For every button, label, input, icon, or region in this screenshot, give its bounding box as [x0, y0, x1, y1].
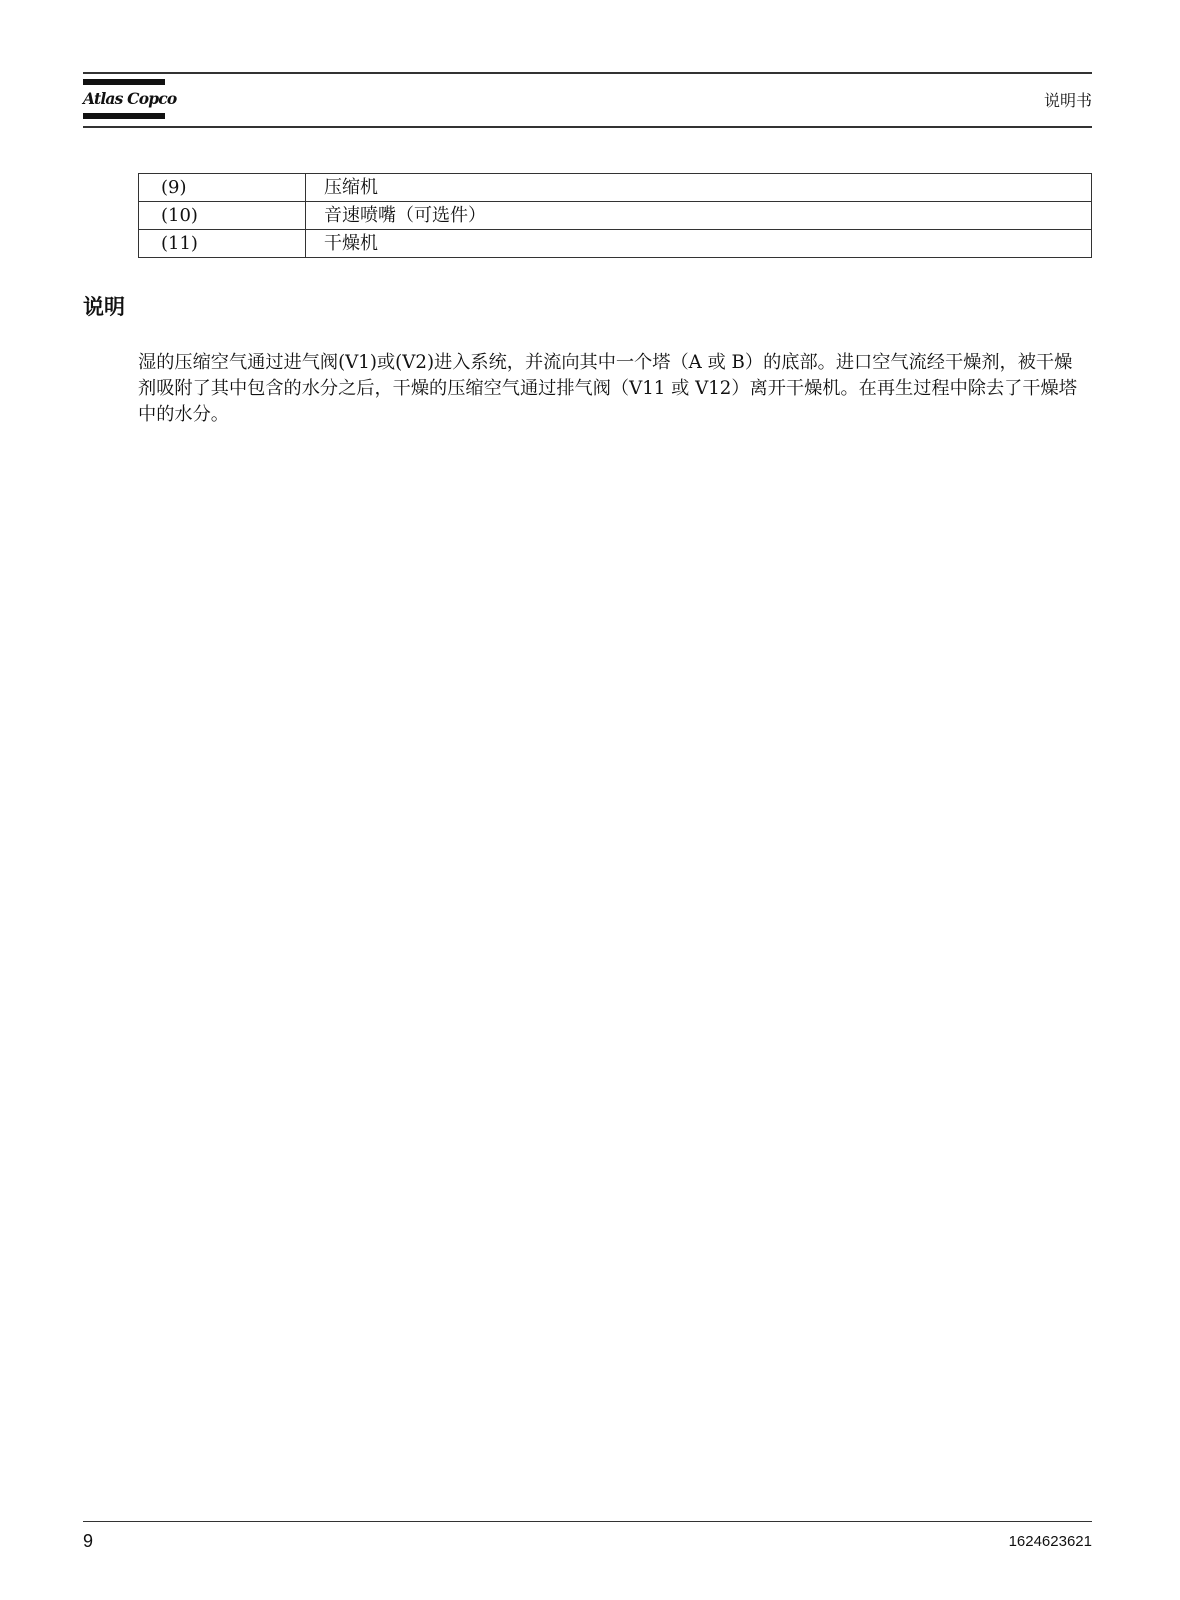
legend-label: 干燥机 [306, 230, 1092, 258]
logo-wordmark: Atlas Copco [83, 89, 177, 108]
legend-label: 音速喷嘴（可选件） [306, 202, 1092, 230]
description-paragraph: 湿的压缩空气通过进气阀(V1)或(V2)进入系统，并流向其中一个塔（A 或 B）的底部。进口空气流经干燥剂，被干燥剂吸附了其中包含的水分之后，干燥的压缩空气通过排气阀（V11 或 V12）离开干燥机。在再生过程中除去了干燥塔中的水分。 [138, 352, 1077, 425]
page-number: 9 [83, 1531, 94, 1551]
legend-number: (10) [139, 202, 306, 230]
table-row [139, 174, 1092, 202]
table-row [139, 202, 1092, 230]
atlas-copco-logo [83, 79, 177, 119]
document-number: 1624623621 [1008, 1533, 1092, 1550]
page-footer [83, 1521, 1092, 1551]
section-title: 说明 [83, 295, 125, 319]
table-row [139, 230, 1092, 258]
logo-bottom-bar [83, 113, 165, 119]
legend-label: 压缩机 [306, 174, 1092, 202]
document-type-label: 说明书 [1043, 91, 1092, 110]
logo-top-bar [83, 79, 165, 85]
legend-number: (9) [139, 174, 306, 202]
page-header [83, 72, 1092, 128]
legend-number: (11) [139, 230, 306, 258]
component-legend-table [138, 173, 1092, 258]
